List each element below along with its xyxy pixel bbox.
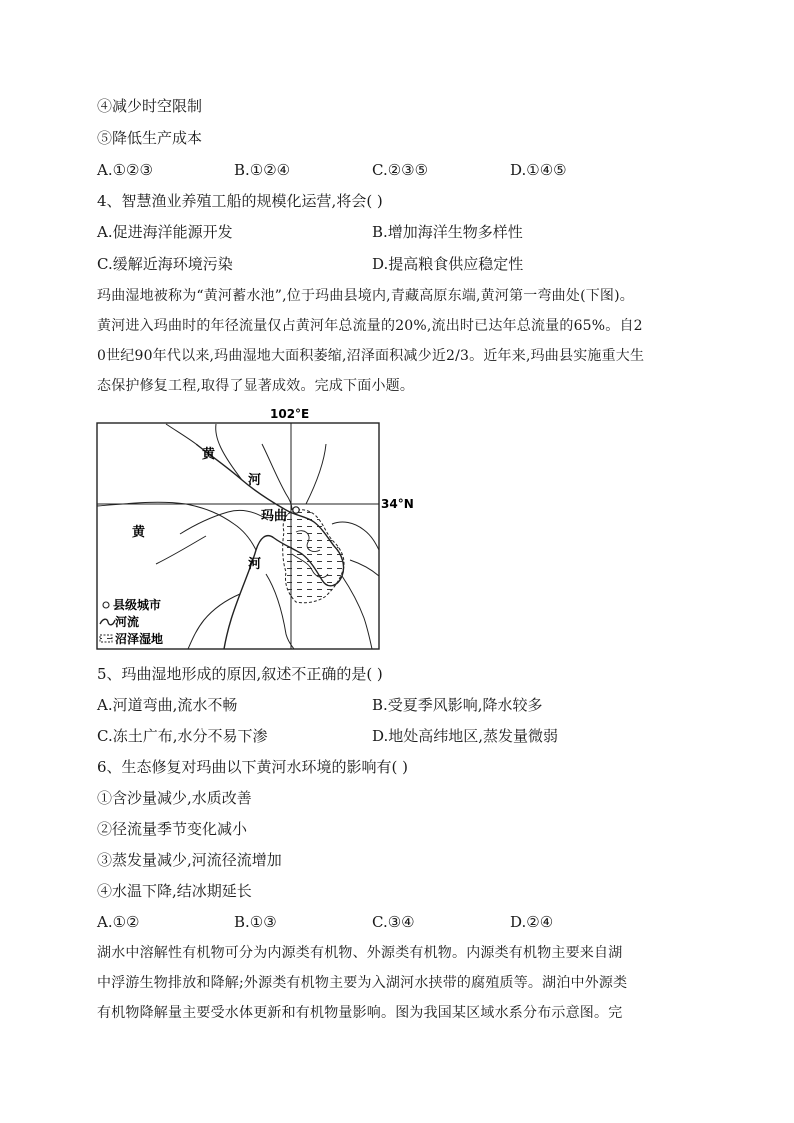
q6-option-b: B.①③ xyxy=(234,913,277,931)
q4-option-d: D.提高粮食供应稳定性 xyxy=(372,255,524,273)
passage2-line-2: 中浮游生物排放和降解;外源类有机物主要为入湖河水挟带的腐殖质等。湖泊中外源类 xyxy=(97,975,628,991)
river-label-he-1: 河 xyxy=(248,473,262,488)
maqu-city-label: 玛曲 xyxy=(261,509,288,524)
q6-stem: 6、生态修复对玛曲以下黄河水环境的影响有( ) xyxy=(97,758,409,776)
legend-swamp-icon xyxy=(100,635,112,642)
q4-option-a: A.促进海洋能源开发 xyxy=(97,223,233,241)
passage1-line-1: 玛曲湿地被称为“黄河蓄水池”,位于玛曲县境内,青藏高原东端,黄河第一弯曲处(下图)。 xyxy=(97,288,634,304)
river-label-huang-1: 黄 xyxy=(202,447,216,462)
q3-option-c: C.②③⑤ xyxy=(372,161,429,179)
q6-item-2: ②径流量季节变化减小 xyxy=(97,820,248,838)
q5-option-d: D.地处高纬地区,蒸发量微弱 xyxy=(372,727,559,745)
q6-option-c: C.③④ xyxy=(372,913,415,931)
q3-item-4: ④减少时空限制 xyxy=(97,97,203,115)
lon-label: 102°E xyxy=(270,407,310,421)
q5-option-b: B.受夏季风影响,降水较多 xyxy=(372,696,543,714)
river-label-huang-2: 黄 xyxy=(132,525,146,540)
passage2-line-1: 湖水中溶解性有机物可分为内源类有机物、外源类有机物。内源类有机物主要来自湖 xyxy=(97,945,623,961)
passage1-line-4: 态保护修复工程,取得了显著成效。完成下面小题。 xyxy=(97,378,415,394)
q3-option-a: A.①②③ xyxy=(97,161,153,179)
q6-item-3: ③蒸发量减少,河流径流增加 xyxy=(97,851,282,869)
q3-item-5: ⑤降低生产成本 xyxy=(97,129,203,147)
q6-item-4: ④水温下降,结冰期延长 xyxy=(97,882,252,900)
legend-city-label: 县级城市 xyxy=(113,598,162,612)
lat-label: 34°N xyxy=(381,497,414,511)
q6-option-d: D.②④ xyxy=(510,913,554,931)
legend-city-icon xyxy=(103,602,109,608)
maqu-city-marker xyxy=(293,507,299,513)
legend-river-label: 河流 xyxy=(115,615,140,629)
q5-option-c: C.冻土广布,水分不易下渗 xyxy=(97,727,268,745)
q6-item-1: ①含沙量减少,水质改善 xyxy=(97,789,252,807)
river-label-he-2: 河 xyxy=(248,557,262,572)
passage1-line-3: 0世纪90年代以来,玛曲湿地大面积萎缩,沼泽面积减少近2/3。近年来,玛曲县实施重大生 xyxy=(97,348,645,364)
q3-option-d: D.①④⑤ xyxy=(510,161,567,179)
q4-option-b: B.增加海洋生物多样性 xyxy=(372,223,523,241)
q6-option-a: A.①② xyxy=(97,913,140,931)
q5-option-a: A.河道弯曲,流水不畅 xyxy=(97,696,238,714)
q4-option-c: C.缓解近海环境污染 xyxy=(97,255,233,273)
passage2-line-3: 有机物降解量主要受水体更新和有机物量影响。图为我国某区域水系分布示意图。完 xyxy=(97,1005,623,1021)
q5-stem: 5、玛曲湿地形成的原因,叙述不正确的是( ) xyxy=(97,665,383,683)
passage1-line-2: 黄河进入玛曲时的年径流量仅占黄河年总流量的20%,流出时已达年总流量的65%。自2 xyxy=(97,318,643,334)
legend-swamp-label: 沼泽湿地 xyxy=(115,632,164,646)
q3-option-b: B.①②④ xyxy=(234,161,291,179)
q4-stem: 4、智慧渔业养殖工船的规模化运营,将会( ) xyxy=(97,192,383,210)
maqu-wetland-map xyxy=(96,404,426,650)
